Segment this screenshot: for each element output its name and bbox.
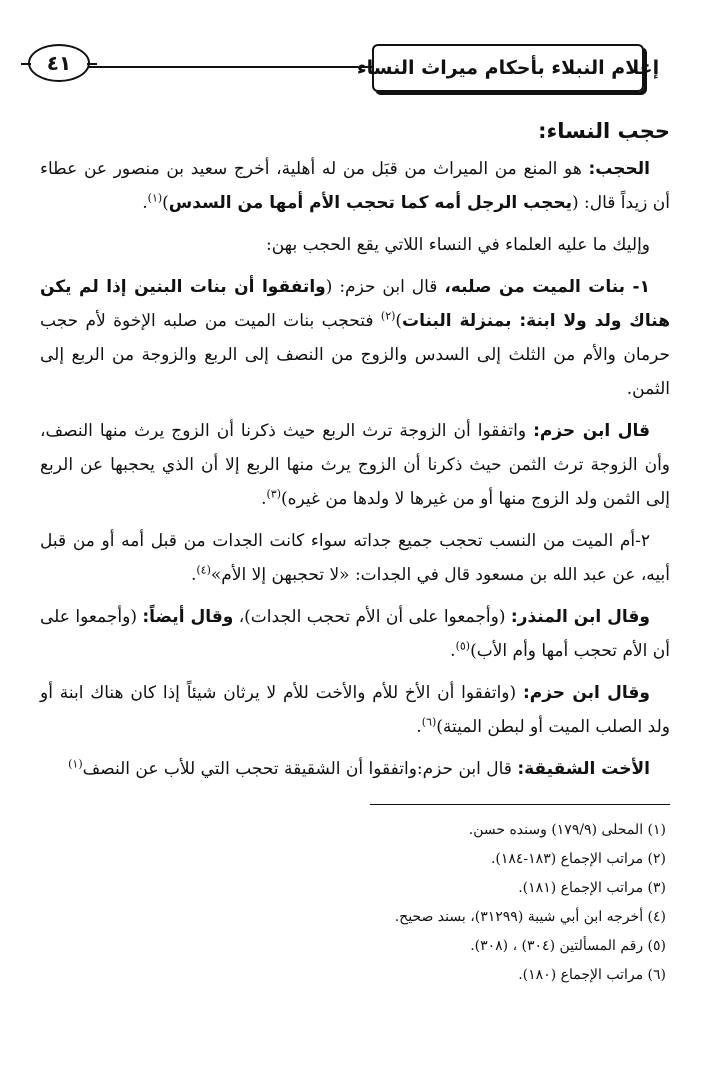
paragraph-ibn-hazm-siblings bbox=[40, 676, 670, 744]
paragraph-definition bbox=[40, 152, 670, 220]
paragraph-mother bbox=[40, 524, 670, 592]
paragraph-text: واتفقوا أن الزوجة ترث الربع حيث ذكرنا أن الزوج يرث منها النصف، وأن الزوجة ترث الثمن حيث ذكرنا أن الزوج يرث منها الربع إلا أن الذي يحجبها عن الربع إلى الثمن ولد الزوج منها أو من غيرها لا ولدها من غيره) bbox=[40, 421, 670, 509]
footnote-ref: (١) bbox=[147, 191, 163, 205]
footnote-item: (١) المحلى (١٧٩/٩) وسنده حسن. bbox=[468, 822, 666, 838]
page-number-label: ٤١ bbox=[46, 51, 72, 75]
speaker-label: وقال أيضاً: bbox=[142, 607, 234, 627]
page-number bbox=[28, 44, 90, 82]
quote-text: واتفقوا أن بنات البنين إذا لم يكن هناك ولد ولا ابنة: بمنزلة البنات bbox=[40, 277, 670, 331]
paren: ) bbox=[395, 311, 403, 331]
footnote-ref: (٥) bbox=[455, 639, 471, 653]
period: . bbox=[450, 641, 456, 661]
paragraph-text: وإليك ما عليه العلماء في النساء اللاتي يقع الحجب بهن: bbox=[265, 235, 650, 255]
running-header bbox=[356, 44, 660, 92]
footnote-item: (٥) رقم المسألتين (٣٠٤) ، (٣٠٨). bbox=[470, 938, 666, 954]
footnote-divider bbox=[370, 804, 670, 805]
item-label: ١- بنات الميت من صلبه، bbox=[444, 277, 650, 297]
quote-text: يحجب الرجل أمه كما تحجب الأم أمها من السدس bbox=[168, 193, 572, 213]
speaker-label: وقال ابن حزم: bbox=[522, 683, 650, 703]
footnote-ref: (٦) bbox=[421, 715, 437, 729]
paragraph-intro bbox=[40, 228, 670, 262]
footnote-ref: (٣) bbox=[266, 487, 281, 501]
header-rule bbox=[88, 66, 374, 68]
main-text bbox=[40, 112, 670, 794]
paragraph-text: (وأجمعوا على أن الأم تحجب أمها وأم الأب) bbox=[40, 607, 670, 661]
paragraph-text: ٢-أم الميت من النسب تحجب جميع جداته سواء كانت الجدات من قبل أمه أو من قبل أبيه، عن عبد الله بن مسعود قال في الجدات: «لا تحجبهن إلا الأم» bbox=[40, 531, 670, 585]
paragraph-ibn-mundhir bbox=[40, 600, 670, 668]
period: . bbox=[142, 193, 148, 213]
footnote-ref: (٤) bbox=[196, 563, 211, 577]
period: . bbox=[190, 565, 197, 585]
paragraph-text: فتحجب بنات الميت من صلبه الإخوة لأم حجب حرمان والأم من الثلث إلى السدس والزوج من النصف إلى الربع والزوجة من الربع إلى الثمن. bbox=[40, 311, 670, 399]
paragraph-text: قال ابن حزم:واتفقوا أن الشقيقة تحجب التي للأب عن النصف bbox=[82, 759, 518, 779]
footnote-ref: (٢) bbox=[380, 309, 396, 323]
term-label: الأخت الشقيقة: bbox=[517, 759, 650, 779]
footnote-item: (٣) مراتب الإجماع (١٨١). bbox=[518, 880, 666, 896]
paragraph-text: (واتفقوا أن الأخ للأم والأخت للأم لا يرثان شيئاً إذا كان هناك ابنة أو ولد الصلب الميت أو لبطن الميتة) bbox=[40, 683, 670, 737]
speaker-label: وقال ابن المنذر: bbox=[510, 607, 650, 627]
paragraph-text: (وأجمعوا على أن الأم تحجب الجدات)، bbox=[233, 607, 511, 627]
footnote-ref: (١) bbox=[68, 757, 83, 771]
period: . bbox=[261, 489, 267, 509]
speaker-label: قال ابن حزم: bbox=[533, 421, 650, 441]
header-title: إعلام النبلاء بأحكام ميراث النساء bbox=[356, 57, 660, 79]
footnotes bbox=[40, 816, 670, 990]
footnote-item: (٢) مراتب الإجماع (١٨٣-١٨٤). bbox=[490, 851, 666, 867]
paragraph-ibn-hazm-wife bbox=[40, 414, 670, 516]
paragraph-text: قال ابن حزم: ( bbox=[325, 277, 445, 297]
paren: ) bbox=[162, 193, 169, 213]
term-label: الحجب: bbox=[588, 159, 650, 179]
section-title: حجب النساء: bbox=[538, 119, 670, 143]
period: . bbox=[416, 717, 422, 737]
paragraph-text: هو المنع من الميراث من قبَل من له أهلية، أخرج سعيد بن منصور عن عطاء أن زيداً قال: ( bbox=[40, 159, 670, 213]
footnote-item: (٦) مراتب الإجماع (١٨٠). bbox=[518, 967, 666, 983]
paragraph-full-sister bbox=[40, 752, 670, 786]
footnote-item: (٤) أخرجه ابن أبي شيبة (٣١٢٩٩)، بسند صحيح. bbox=[394, 909, 666, 925]
paragraph-daughters bbox=[40, 270, 670, 406]
